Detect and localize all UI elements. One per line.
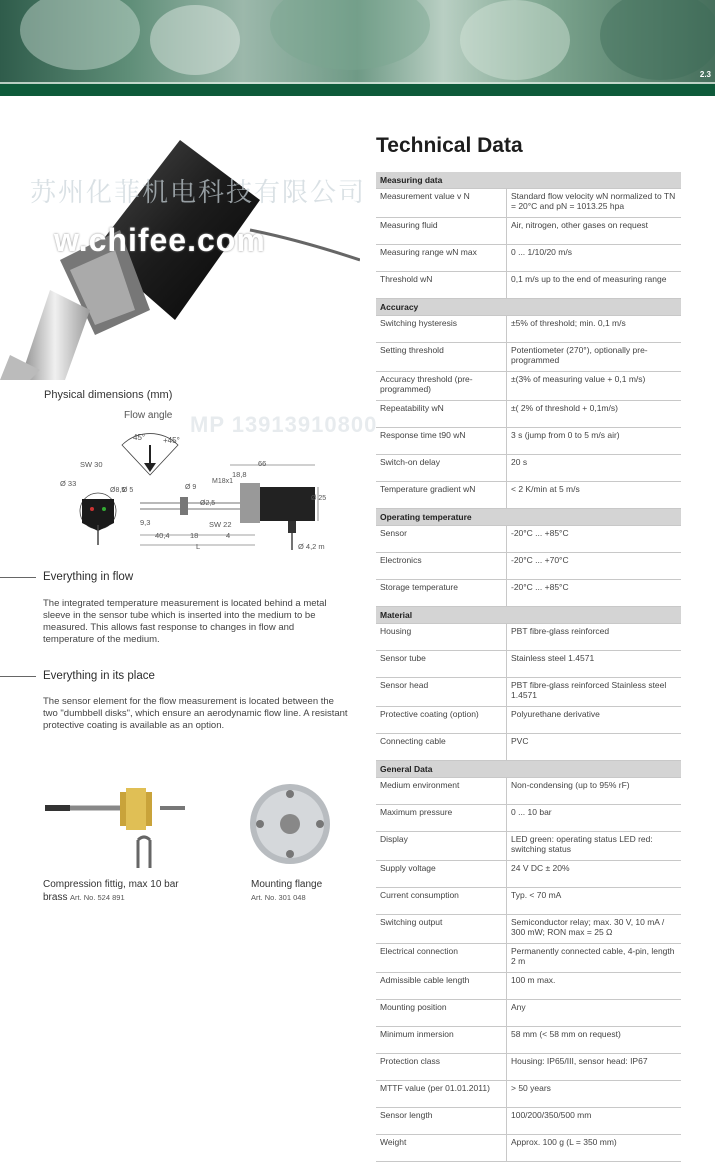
- angle-a-label: 45°: [133, 433, 146, 442]
- spec-value: < 2 K/min at 5 m/s: [507, 482, 682, 509]
- spec-name: Supply voltage: [376, 861, 507, 888]
- spec-value: Standard flow velocity wN normalized to TN = 20°C and pN = 1013.25 hpa: [507, 189, 682, 218]
- spec-value: 24 V DC ± 20%: [507, 861, 682, 888]
- page-number: 2.3: [699, 70, 711, 79]
- dim-9-3: 9,3: [140, 518, 151, 527]
- spec-name: Response time t90 wN: [376, 428, 507, 455]
- spec-name: Switching output: [376, 915, 507, 944]
- compression-fitting-image: [40, 780, 190, 875]
- spec-value: > 50 years: [507, 1081, 682, 1108]
- page-title: Technical Data: [376, 134, 523, 157]
- dim-4: 4: [226, 531, 231, 540]
- dim-d4-2: Ø 4,2 m: [298, 542, 325, 551]
- spec-value: 0,1 m/s up to the end of measuring range: [507, 272, 682, 299]
- spec-name: Sensor head: [376, 678, 507, 707]
- spec-value: ±(3% of measuring value + 0,1 m/s): [507, 372, 682, 401]
- spec-name: Protection class: [376, 1054, 507, 1081]
- table-row: [376, 316, 681, 343]
- table-section-header: [376, 299, 681, 316]
- physical-dimensions-title: Physical dimensions (mm): [44, 389, 173, 401]
- spec-name: Protective coating (option): [376, 707, 507, 734]
- spec-name: Temperature gradient wN: [376, 482, 507, 509]
- spec-value: LED green: operating status LED red: switching status: [507, 832, 682, 861]
- table-row: [376, 778, 681, 805]
- spec-value: Semiconductor relay; max. 30 V, 10 mA / 300 mW; RON max = 25 Ω: [507, 915, 682, 944]
- dim-sw30: SW 30: [80, 460, 103, 469]
- angle-b-label: +45°: [163, 436, 180, 445]
- spec-value: PVC: [507, 734, 682, 761]
- spec-value: 0 ... 1/10/20 m/s: [507, 245, 682, 272]
- spec-value: Any: [507, 1000, 682, 1027]
- table-row: [376, 678, 681, 707]
- table-row: [376, 944, 681, 973]
- spec-name: Switching hysteresis: [376, 316, 507, 343]
- spec-name: Measuring fluid: [376, 218, 507, 245]
- dim-40-4: 40,4: [155, 531, 170, 540]
- table-row: [376, 343, 681, 372]
- mounting-flange-image: [248, 782, 332, 866]
- spec-name: Admissible cable length: [376, 973, 507, 1000]
- dim-66: 66: [258, 459, 267, 468]
- spec-value: Housing: IP65/III, sensor head: IP67: [507, 1054, 682, 1081]
- table-row: [376, 428, 681, 455]
- spec-value: ±5% of threshold; min. 0,1 m/s: [507, 316, 682, 343]
- spec-name: Measurement value v N: [376, 189, 507, 218]
- table-row: [376, 861, 681, 888]
- spec-name: Medium environment: [376, 778, 507, 805]
- spec-value: -20°C ... +85°C: [507, 580, 682, 607]
- dim-18-8: 18,8: [232, 470, 247, 479]
- spec-value: Approx. 100 g (L = 350 mm): [507, 1135, 682, 1162]
- table-row: [376, 973, 681, 1000]
- spec-name: Maximum pressure: [376, 805, 507, 832]
- section-text-place: The sensor element for the flow measurement is located between the two "dumbbell disks", which ensure an aerodynamic flow line. A resistant protective coating is available as an option.: [43, 696, 348, 731]
- spec-value: 0 ... 10 bar: [507, 805, 682, 832]
- table-row: [376, 372, 681, 401]
- spec-value: ±( 2% of threshold + 0,1m/s): [507, 401, 682, 428]
- spec-name: Housing: [376, 624, 507, 651]
- table-row: [376, 805, 681, 832]
- table-section-header: [376, 607, 681, 624]
- table-row: [376, 455, 681, 482]
- spec-value: Potentiometer (270°), optionally pre-programmed: [507, 343, 682, 372]
- accessory-fitting-art: Art. No. 524 891: [70, 893, 125, 902]
- dim-d9: Ø 9: [185, 484, 197, 491]
- spec-value: Typ. < 70 mA: [507, 888, 682, 915]
- spec-name: MTTF value (per 01.01.2011): [376, 1081, 507, 1108]
- spec-name: Current consumption: [376, 888, 507, 915]
- table-row: [376, 580, 681, 607]
- spec-value: 3 s (jump from 0 to 5 m/s air): [507, 428, 682, 455]
- watermark-phone: MP 13913910800: [190, 412, 378, 437]
- spec-value: PBT fibre-glass reinforced Stainless steel 1.4571: [507, 678, 682, 707]
- spec-name: Threshold wN: [376, 272, 507, 299]
- dim-d25: Ø 25: [311, 495, 327, 502]
- table-row: [376, 624, 681, 651]
- header-banner: [0, 0, 715, 96]
- table-row: [376, 1054, 681, 1081]
- section-header-label: Measuring data: [376, 172, 681, 189]
- table-row: [376, 734, 681, 761]
- accessory-fitting-name: Compression fittig, max 10 bar: [43, 879, 179, 890]
- dim-d5: Ø 5: [122, 487, 134, 494]
- spec-name: Sensor: [376, 526, 507, 553]
- spec-name: Weight: [376, 1135, 507, 1162]
- section-header-label: General Data: [376, 761, 681, 778]
- dim-18: 18: [190, 531, 199, 540]
- accessory-flange-name: Mounting flange: [251, 879, 323, 890]
- dim-d2-5: Ø2,5: [200, 500, 216, 507]
- spec-name: Accuracy threshold (pre-programmed): [376, 372, 507, 401]
- spec-name: Repeatability wN: [376, 401, 507, 428]
- table-row: [376, 915, 681, 944]
- table-row: [376, 651, 681, 678]
- table-row: [376, 1000, 681, 1027]
- watermark-chinese: 苏州化菲机电科技有限公司: [30, 177, 367, 207]
- spec-value: -20°C ... +85°C: [507, 526, 682, 553]
- spec-name: Switch-on delay: [376, 455, 507, 482]
- table-row: [376, 189, 681, 218]
- spec-name: Sensor tube: [376, 651, 507, 678]
- spec-value: Permanently connected cable, 4-pin, length 2 m: [507, 944, 682, 973]
- section-rule: [0, 676, 36, 677]
- table-row: [376, 401, 681, 428]
- table-section-header: [376, 509, 681, 526]
- table-row: [376, 218, 681, 245]
- dim-m18: M18x1: [212, 478, 234, 485]
- dim-d33: Ø 33: [60, 479, 77, 488]
- table-row: [376, 888, 681, 915]
- table-row: [376, 832, 681, 861]
- section-text-flow: The integrated temperature measurement is located behind a metal sleeve in the sensor tube which is inserted into the medium to be measured. This allows fast response to changes in flow and temperature of the medium.: [43, 598, 327, 645]
- spec-name: Setting threshold: [376, 343, 507, 372]
- spec-value: 20 s: [507, 455, 682, 482]
- table-row: [376, 526, 681, 553]
- spec-value: 58 mm (< 58 mm on request): [507, 1027, 682, 1054]
- watermark-url: w.chifee.com: [54, 222, 266, 258]
- table-section-header: [376, 761, 681, 778]
- table-row: [376, 272, 681, 299]
- spec-value: PBT fibre-glass reinforced: [507, 624, 682, 651]
- table-row: [376, 553, 681, 580]
- spec-name: Minimum inmersion: [376, 1027, 507, 1054]
- spec-name: Storage temperature: [376, 580, 507, 607]
- section-title-flow: Everything in flow: [43, 571, 134, 583]
- table-section-header: [376, 172, 681, 189]
- flow-angle-label: Flow angle: [124, 410, 173, 421]
- spec-value: Non-condensing (up to 95% rF): [507, 778, 682, 805]
- table-row: [376, 245, 681, 272]
- table-row: [376, 1108, 681, 1135]
- spec-value: 100 m max.: [507, 973, 682, 1000]
- table-row: [376, 1135, 681, 1162]
- spec-value: Stainless steel 1.4571: [507, 651, 682, 678]
- accessory-fitting-name2: brass: [43, 892, 68, 903]
- section-header-label: Material: [376, 607, 681, 624]
- spec-name: Display: [376, 832, 507, 861]
- spec-name: Connecting cable: [376, 734, 507, 761]
- spec-value: Air, nitrogen, other gases on request: [507, 218, 682, 245]
- dim-sw22: SW 22: [209, 520, 232, 529]
- table-row: [376, 1027, 681, 1054]
- accessory-flange-art: Art. No. 301 048: [251, 893, 306, 902]
- technical-data-table: [376, 172, 681, 1162]
- table-row: [376, 707, 681, 734]
- spec-value: -20°C ... +70°C: [507, 553, 682, 580]
- dim-L: L: [196, 542, 201, 551]
- spec-name: Electronics: [376, 553, 507, 580]
- section-rule: [0, 577, 36, 578]
- spec-name: Mounting position: [376, 1000, 507, 1027]
- section-header-label: Operating temperature: [376, 509, 681, 526]
- dim-d8-5: Ø8,5: [110, 487, 126, 494]
- spec-value: 100/200/350/500 mm: [507, 1108, 682, 1135]
- spec-name: Electrical connection: [376, 944, 507, 973]
- table-row: [376, 1081, 681, 1108]
- spec-value: Polyurethane derivative: [507, 707, 682, 734]
- section-header-label: Accuracy: [376, 299, 681, 316]
- spec-name: Sensor length: [376, 1108, 507, 1135]
- spec-name: Measuring range wN max: [376, 245, 507, 272]
- table-row: [376, 482, 681, 509]
- section-title-place: Everything in its place: [43, 670, 155, 682]
